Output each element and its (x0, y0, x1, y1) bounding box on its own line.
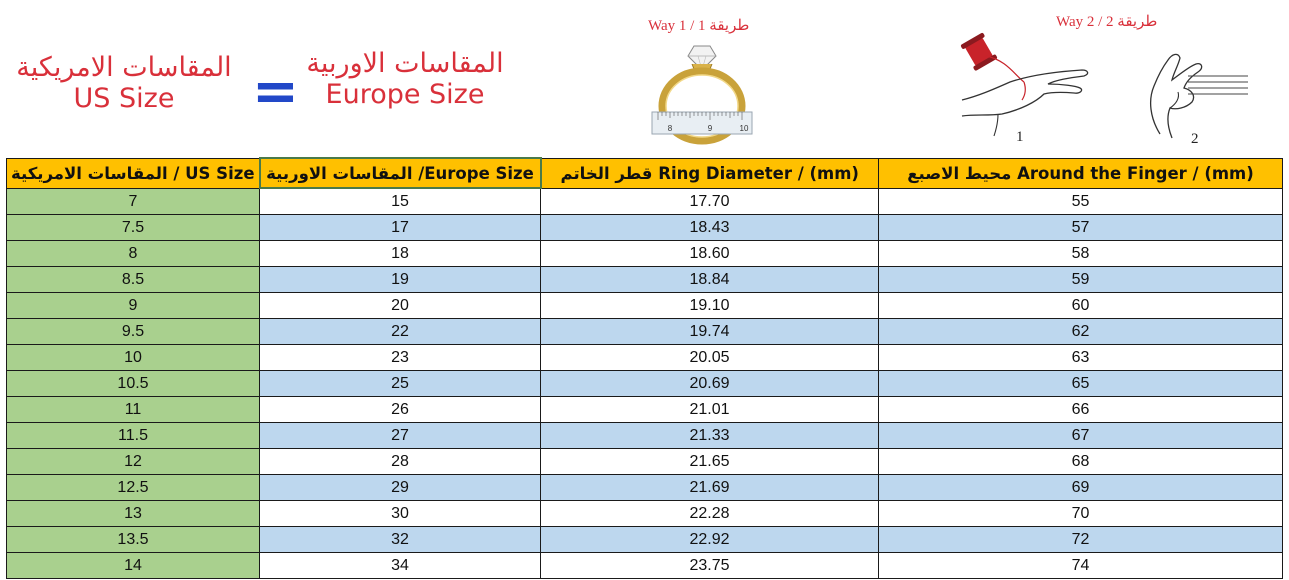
cell-ring-diameter: 21.33 (541, 422, 879, 448)
table-row (7, 448, 1283, 474)
hand-measuring-thread-illustration (1140, 38, 1252, 146)
cell-us-size: 11.5 (7, 422, 260, 448)
cell-us-size: 12.5 (7, 474, 260, 500)
cell-ring-diameter: 19.10 (541, 292, 879, 318)
table-row (7, 552, 1283, 578)
table-row (7, 422, 1283, 448)
cell-ring-diameter: 20.69 (541, 370, 879, 396)
col-header-us-size: US Size / المقاسات الامريكية (7, 158, 260, 188)
ruler-tick-8: 8 (667, 124, 673, 133)
cell-ring-diameter: 21.69 (541, 474, 879, 500)
cell-finger-circumference: 63 (879, 344, 1283, 370)
cell-finger-circumference: 70 (879, 500, 1283, 526)
table-row (7, 318, 1283, 344)
cell-us-size: 11 (7, 396, 260, 422)
equals-sign: = (252, 59, 299, 124)
col-header-europe-size: Europe Size/ المقاسات الاوربية (260, 158, 541, 188)
cell-finger-circumference: 59 (879, 266, 1283, 292)
cell-europe-size: 15 (260, 188, 541, 214)
cell-us-size: 9 (7, 292, 260, 318)
table-row (7, 292, 1283, 318)
europe-size-heading-arabic: المقاسات الاوربية (306, 48, 504, 79)
cell-us-size: 13 (7, 500, 260, 526)
cell-finger-circumference: 67 (879, 422, 1283, 448)
cell-europe-size: 28 (260, 448, 541, 474)
cell-ring-diameter: 18.84 (541, 266, 879, 292)
ruler-tick-9: 9 (707, 124, 713, 133)
table-row (7, 240, 1283, 266)
way1-label: طريقة 1 / Way 1 (648, 18, 750, 34)
europe-size-heading-english: Europe Size (325, 79, 485, 111)
ring-on-ruler-illustration (648, 40, 756, 146)
cell-ring-diameter: 19.74 (541, 318, 879, 344)
cell-finger-circumference: 57 (879, 214, 1283, 240)
cell-ring-diameter: 22.28 (541, 500, 879, 526)
us-size-heading-english: US Size (73, 83, 175, 115)
col-header-finger-circumference: Around the Finger / (mm) محيط الاصبع (879, 158, 1283, 188)
cell-ring-diameter: 17.70 (541, 188, 879, 214)
hand-with-thread-illustration (958, 30, 1098, 146)
cell-finger-circumference: 65 (879, 370, 1283, 396)
cell-europe-size: 22 (260, 318, 541, 344)
table-row (7, 500, 1283, 526)
cell-finger-circumference: 69 (879, 474, 1283, 500)
table-row (7, 188, 1283, 214)
europe-size-heading (288, 48, 522, 110)
cell-us-size: 8 (7, 240, 260, 266)
table-row (7, 526, 1283, 552)
cell-us-size: 13.5 (7, 526, 260, 552)
table-row (7, 474, 1283, 500)
cell-ring-diameter: 22.92 (541, 526, 879, 552)
cell-finger-circumference: 55 (879, 188, 1283, 214)
table-row (7, 344, 1283, 370)
col-header-ring-diameter: Ring Diameter / (mm) قطر الخاتم (541, 158, 879, 188)
cell-us-size: 10 (7, 344, 260, 370)
cell-finger-circumference: 66 (879, 396, 1283, 422)
step-1-number: 1 (1016, 129, 1024, 145)
cell-europe-size: 17 (260, 214, 541, 240)
cell-us-size: 10.5 (7, 370, 260, 396)
cell-ring-diameter: 18.60 (541, 240, 879, 266)
ruler-tick-10: 10 (739, 124, 749, 133)
cell-ring-diameter: 21.65 (541, 448, 879, 474)
us-size-heading-arabic: المقاسات الامريكية (16, 52, 232, 83)
cell-europe-size: 18 (260, 240, 541, 266)
cell-finger-circumference: 72 (879, 526, 1283, 552)
table-row (7, 266, 1283, 292)
cell-europe-size: 29 (260, 474, 541, 500)
cell-ring-diameter: 20.05 (541, 344, 879, 370)
cell-europe-size: 32 (260, 526, 541, 552)
table-row (7, 214, 1283, 240)
cell-europe-size: 25 (260, 370, 541, 396)
cell-europe-size: 19 (260, 266, 541, 292)
table-body (7, 188, 1283, 578)
table-row (7, 370, 1283, 396)
cell-us-size: 14 (7, 552, 260, 578)
way2-label: طريقة 2 / Way 2 (1056, 14, 1158, 30)
cell-ring-diameter: 18.43 (541, 214, 879, 240)
cell-europe-size: 23 (260, 344, 541, 370)
cell-us-size: 9.5 (7, 318, 260, 344)
cell-finger-circumference: 60 (879, 292, 1283, 318)
cell-europe-size: 20 (260, 292, 541, 318)
cell-us-size: 12 (7, 448, 260, 474)
cell-finger-circumference: 62 (879, 318, 1283, 344)
table-row (7, 396, 1283, 422)
us-size-heading (0, 52, 248, 114)
cell-us-size: 7.5 (7, 214, 260, 240)
cell-us-size: 8.5 (7, 266, 260, 292)
step-2-number: 2 (1191, 131, 1199, 147)
cell-us-size: 7 (7, 188, 260, 214)
cell-finger-circumference: 74 (879, 552, 1283, 578)
ring-size-table (6, 157, 1283, 579)
cell-europe-size: 27 (260, 422, 541, 448)
table-header-row (7, 158, 1283, 188)
cell-europe-size: 30 (260, 500, 541, 526)
cell-ring-diameter: 23.75 (541, 552, 879, 578)
cell-ring-diameter: 21.01 (541, 396, 879, 422)
cell-finger-circumference: 58 (879, 240, 1283, 266)
cell-finger-circumference: 68 (879, 448, 1283, 474)
cell-europe-size: 34 (260, 552, 541, 578)
cell-europe-size: 26 (260, 396, 541, 422)
